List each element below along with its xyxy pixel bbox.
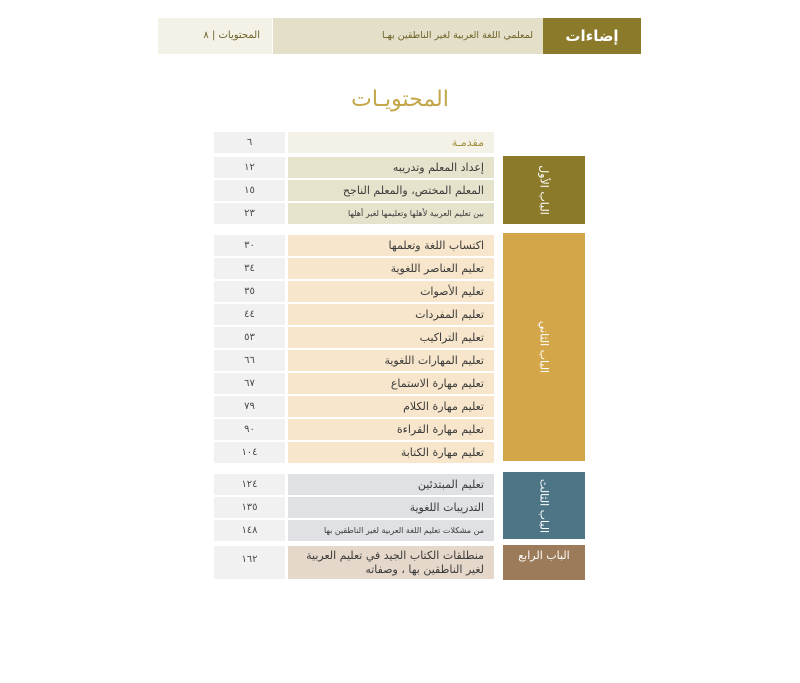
toc-item: تعليم المفردات	[288, 304, 494, 325]
toc-item: إعداد المعلم وتدريبه	[288, 157, 494, 178]
toc-page: ٦٦	[214, 350, 285, 371]
page-title: المحتويـات	[351, 87, 449, 112]
intro-label: مقدمـة	[288, 132, 494, 153]
toc-item: تعليم التراكيب	[288, 327, 494, 348]
toc-page: ٤٤	[214, 304, 285, 325]
toc-page: ١٢	[214, 157, 285, 178]
toc-page: ١٤٨	[214, 520, 285, 541]
toc-item: تعليم مهارة الاستماع	[288, 373, 494, 394]
section-page-label: المحتويات | ٨	[158, 18, 272, 54]
chapter-1-label: الباب الأول	[503, 156, 585, 224]
toc-page: ٩٠	[214, 419, 285, 440]
toc-page: ١٠٤	[214, 442, 285, 463]
toc-item: بين تعليم العربية لأهلها وتعليمها لغير أهلها	[288, 203, 494, 224]
toc-item-line: منطلقات الكتاب الجيد في تعليم العربية	[306, 549, 484, 562]
toc-item	[288, 546, 494, 579]
toc-item: تعليم العناصر اللغوية	[288, 258, 494, 279]
toc-item: التدريبات اللغوية	[288, 497, 494, 518]
toc-item: من مشكلات تعليم اللغة العربية لغير الناطقين بها	[288, 520, 494, 541]
header-subtitle: لمعلمي اللغة العربية لغير الناطقين بهـا	[273, 18, 543, 54]
toc-page: ١٦٢	[214, 546, 285, 579]
brand-title: إضاءات	[543, 18, 641, 54]
toc-page: ٢٣	[214, 203, 285, 224]
toc-item: تعليم مهارة القراءة	[288, 419, 494, 440]
toc-item: تعليم الأصوات	[288, 281, 494, 302]
toc-page: ٦٧	[214, 373, 285, 394]
toc-page: ٣٤	[214, 258, 285, 279]
toc-page: ١٥	[214, 180, 285, 201]
toc-item: المعلم المختص، والمعلم الناجح	[288, 180, 494, 201]
toc-item: تعليم المبتدئين	[288, 474, 494, 495]
chapter-4-label: الباب الرابع	[503, 545, 585, 580]
toc-page: ٣٠	[214, 235, 285, 256]
toc-page: ٧٩	[214, 396, 285, 417]
intro-page: ٦	[214, 132, 285, 153]
toc-page: ١٢٤	[214, 474, 285, 495]
chapter-3-label: الباب الثالث	[503, 472, 585, 539]
chapter-2-label: الباب الثاني	[503, 233, 585, 461]
toc-page: ١٣٥	[214, 497, 285, 518]
toc-item: اكتساب اللغة وتعلمها	[288, 235, 494, 256]
toc-item-line: لغير الناطقين بها ، وصفاته	[365, 563, 484, 576]
toc-item: تعليم مهارة الكلام	[288, 396, 494, 417]
toc-item: تعليم المهارات اللغوية	[288, 350, 494, 371]
toc-item: تعليم مهارة الكتابة	[288, 442, 494, 463]
toc-page: ٥٣	[214, 327, 285, 348]
toc-page: ٣٥	[214, 281, 285, 302]
